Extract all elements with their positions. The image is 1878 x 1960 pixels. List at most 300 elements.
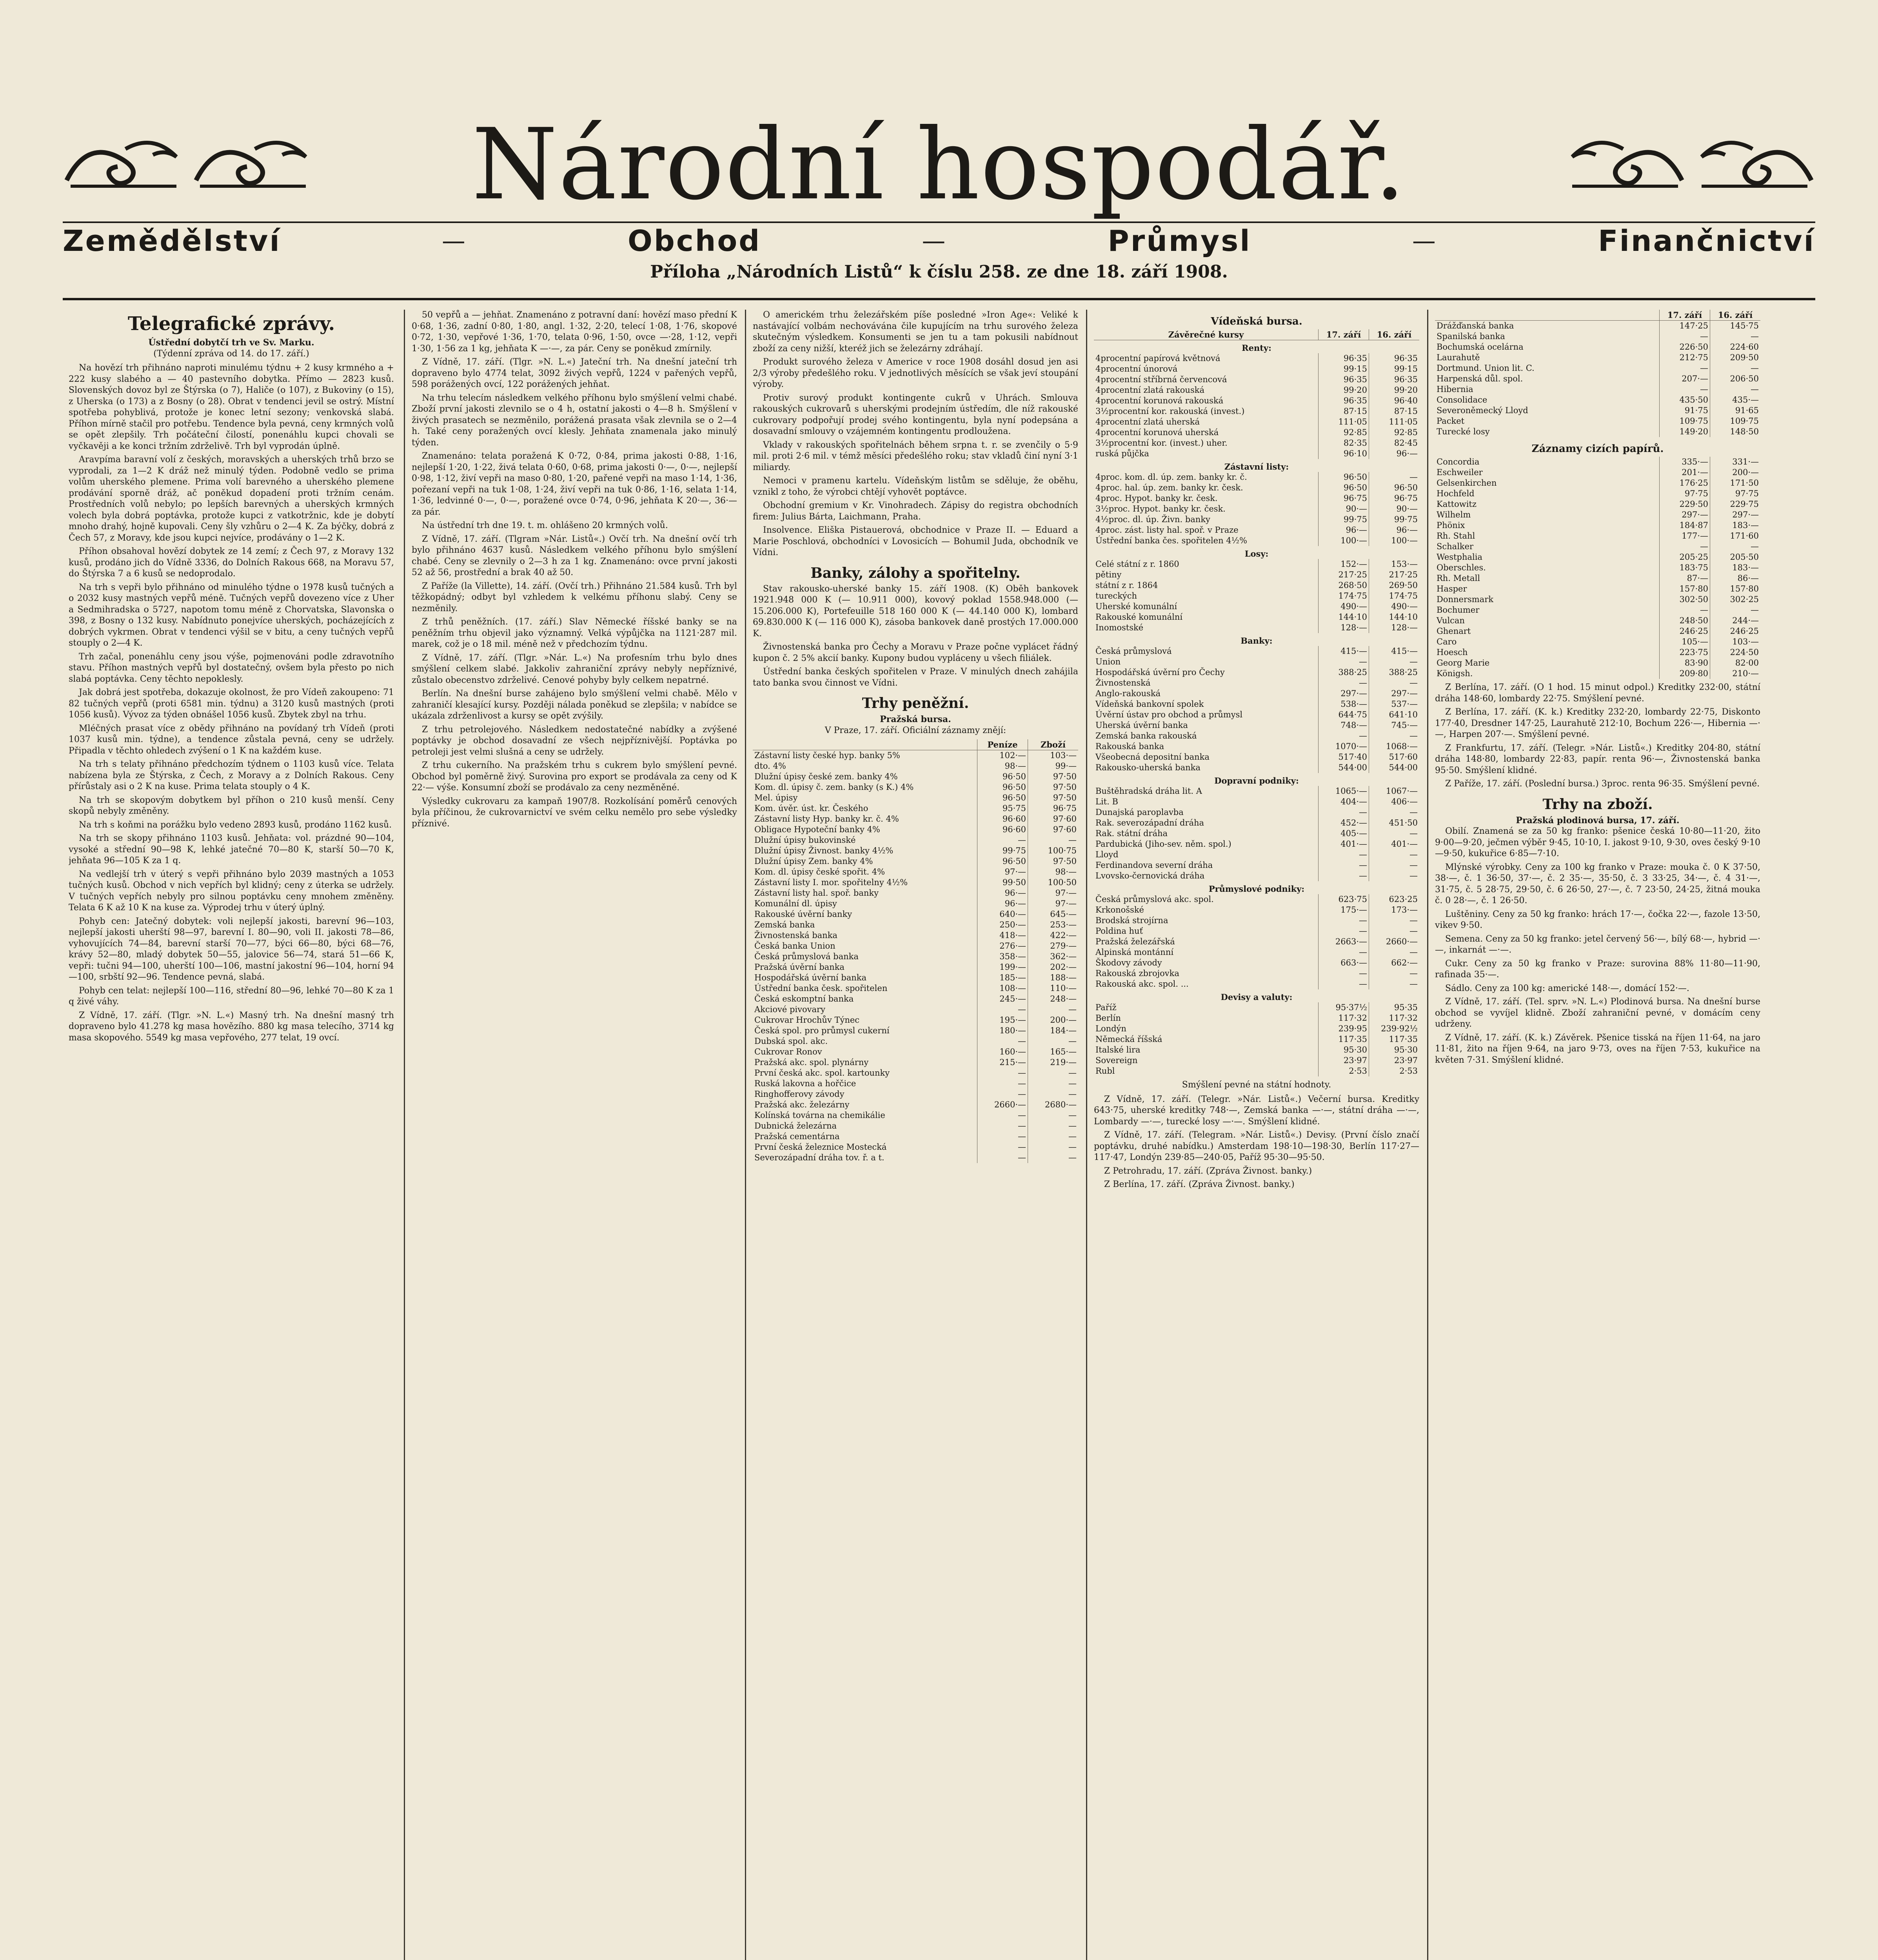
table-value-cell: 97·75 [1660,488,1710,499]
table-label-cell: Živnostenská banka [754,931,837,940]
table-value-cell: 401·— [1319,839,1369,849]
table-value-cell: 90·— [1369,504,1420,514]
paragraph: 50 vepřů a — jehňat. Znamenáno z potravní daní: hovězí maso přední K 0·68, 1·36, zadní 0·80, 1·80, angl. 1·32, 2·20, telecí 1·08, 1·76, skopové 0·72, 1·30, vepřové 1·36, 1·70, telata 0·96, 1·50, ovce —·28, 1·12, vepři 1·30, 1·56 za 1 kg, jehňata K —·—, za pár. Ceny se poněkud zmírnily. [412,310,737,354]
table-label-cell: Dlužní úpisy Živnost. banky 4½% [754,846,894,855]
table-label-cell: Spanilská banka [1437,332,1505,341]
table-label-cell: Ringhofferovy závody [754,1089,845,1099]
table-label-cell: Packet [1437,416,1465,426]
table-row [1435,342,1760,352]
table-value-cell: 98·— [1028,867,1079,877]
table-row [1094,720,1419,731]
table-value-cell: 1065·— [1319,786,1369,797]
paragraph: Pohyb cen telat: nejlepší 100—116, střední 80—96, lehké 70—80 K za 1 q živé váhy. [69,985,394,1007]
table-value-cell: 99·75 [1319,514,1369,525]
ornament-swirl-icon [192,133,310,192]
table-value-cell: 95·30 [1369,1045,1420,1055]
section-agriculture: Zemědělství [63,224,281,258]
table-value-cell: 268·50 [1319,580,1369,591]
paragraph: Z Vídně, 17. září. (Tel. sprv. »N. L.«) Plodinová bursa. Na dnešní burse obchod se vyvíjel klidně. Zboží zahraniční pevné, v domácím ceny udrženy. [1435,997,1760,1029]
table-row [753,973,1078,983]
table-value-cell: — [977,1142,1028,1152]
table-label-cell: Westphalia [1437,552,1482,562]
section-dash: — [1412,227,1437,255]
table-value-cell: — [1369,828,1420,839]
article-title: Ústřední dobytčí trh ve Sv. Marku. [148,338,314,348]
table-value-cell: 23·97 [1369,1055,1420,1066]
table-value-cell: — [1319,871,1369,881]
table-value-cell: 183·— [1710,563,1761,573]
table-group-row [1094,773,1419,786]
section-heading: Trhy peněžní. [862,695,969,711]
masthead-rule [63,221,1815,223]
table-value-cell: 96·35 [1369,353,1420,364]
paragraph: Z trhu cukerního. Na pražském trhu s cukrem bylo smýšlení pevné. Obchod byl poměrně živý. Surovina pro export se prodávala za ceny od K 22·— výše. Konsumní zboží se prodávalo za ceny nezměněné. [412,760,737,793]
paragraph: Z Berlína, 17. září. (K. k.) Kreditky 232·20, lombardy 22·75, Diskonto 177·40, Dresdner 147·25, Laurahutě 212·10, Bochum 226·—, Hibernia —·—, Harpen 207·—. Smýšlení pevné. [1435,707,1760,739]
masthead [63,107,1815,282]
table-label-cell: Kattowitz [1437,499,1477,509]
table-label-cell: Bochumská ocelárna [1437,342,1524,352]
table-value-cell: 109·75 [1660,416,1710,426]
table-value-cell: 95·75 [977,803,1028,814]
table-value-cell: 297·— [1319,688,1369,699]
table-value-cell: 662·— [1369,958,1420,968]
table-value-cell: 200·— [1028,1015,1079,1025]
table-row [1435,637,1760,647]
table-row [1435,426,1760,437]
table-value-cell: 177·— [1660,531,1710,541]
table-value-cell: — [1028,1152,1079,1163]
table-row [1094,559,1419,570]
table-value-cell: 404·— [1319,797,1369,807]
table-value-cell: 641·10 [1369,710,1420,720]
table-value-cell: 418·— [977,930,1028,941]
table-label-cell: Rh. Metall [1437,573,1480,583]
table-value-cell: 160·— [977,1047,1028,1057]
table-value-cell: 269·50 [1369,580,1420,591]
table-value-cell: 174·75 [1319,591,1369,601]
table-value-cell: 103·— [1028,750,1079,761]
paragraph: Ústřední banka českých spořitelen v Praze. V minulých dnech zahájila tato banka svou činnost ve Vídni. [753,667,1078,688]
table-row [1435,405,1760,416]
table-value-cell: — [1369,472,1420,483]
table-value-cell: 145·75 [1710,321,1761,332]
table-value-cell: 1067·— [1369,786,1420,797]
section-bar [63,223,1815,259]
supplement-line: Příloha „Národních Listů“ k číslu 258. ze dne 18. září 1908. [650,262,1228,282]
table-value-cell: 207·— [1660,374,1710,384]
table-row [753,1004,1078,1015]
table-row [1094,622,1419,633]
table-group-heading: Losy: [1244,549,1269,559]
table-value-cell: 173·— [1369,905,1420,915]
table-value-cell: 91·65 [1710,405,1761,416]
table-row [1094,1066,1419,1076]
table-label-cell: Ústřední banka čes. spořitelen 4½% [1095,536,1247,545]
table-value-cell: 406·— [1369,797,1420,807]
table-value-cell: 248·50 [1660,615,1710,626]
table-label-cell: Oberschles. [1437,563,1486,572]
table-value-cell: — [977,1068,1028,1078]
table-value-cell: 435·— [1710,395,1761,405]
table-value-cell: 250·— [977,920,1028,930]
table-label-cell: Poldina huť [1095,926,1143,936]
table-label-cell: Uherské komunální [1095,602,1177,611]
table-value-cell: 99·— [1028,761,1079,771]
table-label-cell: Ghenart [1437,626,1471,636]
table-value-cell: 297·— [1369,688,1420,699]
table-label-cell: Česká spol. pro průmysl cukerní [754,1026,890,1035]
paragraph: Aravpíma baravní volí z českých, moravských a uherských trhů brzo se vyprodali, za 1—2 K dráž než minulý týden. Podobně vedlo se prima volům uherského plemene. Prima volí barevného a uherského plemene prodávání sporně dráž, ač poněkud dopadení proti tržním cenám. Prostředních volů nebylo; po lepších barevných a uherských krmných volech byla dobrá poptávka, protože kupci z vatkotržnic, kde je dobytí mnoho drahý, hojně kupovali. Ceny šly vzhůru o 2—4 K. Za býčky, dobrá z Čech 57, z Moravy, kde jsou kupci nejvíce, prodávány o 1—2 K. [69,455,394,543]
table-value-cell: 200·— [1710,467,1761,478]
table-row [753,803,1078,814]
table-value-cell: 96·50 [977,793,1028,803]
table-value-cell: 90·— [1319,504,1369,514]
table-group-row [1094,340,1419,354]
table-value-cell: 745·— [1369,720,1420,731]
table-label-cell: 4procentní korunová rakouská [1095,396,1224,405]
table-row [1094,1055,1419,1066]
table-row [1094,839,1419,849]
table-label-cell: Vídeňská bankovní spolek [1095,699,1204,709]
table-label-cell: Pražská cementárna [754,1132,840,1141]
table-value-cell: 302·25 [1710,594,1761,605]
table-header-cell: Závěrečné kursy [1094,329,1319,340]
section-industry: Průmysl [1108,224,1251,258]
table-row [1435,467,1760,478]
table-value-cell: 184·— [1028,1025,1079,1036]
table-label-cell: Rakouské komunální [1095,612,1183,622]
table-header-cell [753,739,977,750]
table-label-cell: tureckých [1095,591,1137,601]
table-label-cell: Rh. Stahl [1437,531,1475,541]
table-label-cell: ruská půjčka [1095,449,1149,458]
table-label-cell: pětiny [1095,570,1122,579]
table-label-cell: 4procentní zlatá uherská [1095,417,1200,426]
table-value-cell: — [1319,979,1369,989]
table-label-cell: Alpinská montánní [1095,947,1174,957]
table-row [1094,915,1419,926]
table-value-cell: — [1710,541,1761,552]
table-row [1094,968,1419,979]
table-label-cell: Consolidace [1437,395,1488,405]
table-row [1094,667,1419,678]
table-label-cell: Wilhelm [1437,510,1471,519]
table-value-cell: 405·— [1319,828,1369,839]
table-row [753,1121,1078,1131]
table-value-cell: 623·75 [1319,894,1369,905]
table-label-cell: První česká železnice Mostecká [754,1142,887,1152]
table-label-cell: Concordia [1437,457,1480,466]
table-value-cell: 185·— [977,973,1028,983]
table-header-row [1094,329,1419,340]
paragraph: Mlýnské výrobky. Ceny za 100 kg franko v Praze: mouka č. 0 K 37·50, 38·—, č. 1 36·50, 37·—, č. 2 35·—, 35·50, č. 3 33·25, 34·—, č. 4 31·—, 31·75, č. 5 28·75, 29·50, č. 6 26·50, 27·—, č. 7 23·50, 24·25, žitná mouka č. 0 28·—, č. 1 26·50. [1435,862,1760,906]
table-row [753,930,1078,941]
table-row [753,1089,1078,1100]
table-label-cell: 3½procentní kor. (invest.) uher. [1095,438,1228,448]
table-row [753,994,1078,1004]
table-row [1435,531,1760,541]
table-row [1094,591,1419,601]
table-row [1094,860,1419,871]
table-header-cell [1435,310,1660,321]
table-row [1094,1013,1419,1024]
table-header-cell: 17. září [1660,310,1710,321]
table-label-cell: Dlužní úpisy Zem. banky 4% [754,857,873,866]
table-value-cell: 180·— [977,1025,1028,1036]
section-finance: Finančnictví [1598,224,1815,258]
table-row [1435,605,1760,615]
table-value-cell: 451·50 [1369,818,1420,828]
table-value-cell: 144·10 [1369,612,1420,622]
table-value-cell: — [1028,1036,1079,1047]
table-label-cell: Česká průmyslová akc. spol. [1095,895,1214,904]
table-header-cell: 16. září [1369,329,1420,340]
table-row [1435,594,1760,605]
foreign-papers-table [1435,457,1760,679]
paragraph: Stav rakousko-uherské banky 15. září 1908. (K) Oběh bankovek 1921.948 000 K (— 10.911 000), kovový poklad 1558.948.000 (— 15.206.000 K), Portefeuille 518 160 000 K (— 44.140 000 K), lombard 69.830.000 K (— 116 000 K), zásoba bankovek daně prostých 17.000.000 K. [753,584,1078,639]
table-label-cell: Anglo-rakouská [1095,689,1161,698]
paragraph: Z trhů peněžních. (17. září.) Slav Německé říšské banky se na peněžním trhu objevil jako významný. Velká výpůjčka na 1121·287 mil. marek, což je o 18 mil. méně než v předchozím týdnu. [412,617,737,649]
table-label-cell: Buštěhradská dráha lit. A [1095,786,1202,796]
table-row [1435,457,1760,467]
table-row [1094,1002,1419,1013]
table-header-cell: Peníze [977,739,1028,750]
table-value-cell: 2680·— [1028,1100,1079,1110]
table-value-cell: 117·32 [1319,1013,1369,1024]
table-value-cell: 246·25 [1660,626,1710,637]
table-value-cell: — [1369,915,1420,926]
table-value-cell: 452·— [1319,818,1369,828]
table-row [753,814,1078,824]
table-value-cell: 748·— [1319,720,1369,731]
table-label-cell: Živnostenská [1095,678,1151,688]
article-subtitle: V Praze, 17. září. Oficiální záznamy znějí: [825,725,1006,735]
table-value-cell: 210·— [1710,668,1761,679]
table-value-cell: — [1319,947,1369,958]
table-value-cell: 157·80 [1710,584,1761,594]
table-value-cell: 144·10 [1319,612,1369,622]
table-group-row [1094,459,1419,472]
table-value-cell: — [1028,1089,1079,1100]
table-row [1435,352,1760,363]
table-value-cell: 97·60 [1028,824,1079,835]
table-label-cell: Schalker [1437,542,1474,551]
table-value-cell: 640·— [977,909,1028,920]
table-row [1094,493,1419,504]
table-row [1094,752,1419,762]
table-label-cell: 4procentní stříbrná červencová [1095,375,1227,384]
table-label-cell: Georg Marie [1437,658,1490,668]
table-label-cell: Rakouské úvěrní banky [754,909,852,919]
table-value-cell: 2660·— [1369,936,1420,947]
paragraph: Z Vídně, 17. září. (Tlgr. »Nár. L.«) Na profesním trhu bylo dnes smýšlení celkem slabé. Jakkoliv zahraniční zprávy nebyly nepříznivé, zůstalo obecenstvo zdrželivé. Cenové pohyby byly celkem nepatrné. [412,653,737,685]
table-row [1094,797,1419,807]
table-value-cell: 117·35 [1369,1034,1420,1045]
table-value-cell: 239·95 [1319,1024,1369,1034]
column-divider [1427,310,1428,1960]
paragraph: Na trh s telaty přihnáno předchozím týdnem o 1103 kusů více. Telata nabízena byla ze Štýrska, z Čech, z Moravy a z Dolních Rakous. Ceny přírůstaly asi o 2 K na kuse. Prima telata stouply o 4 K. [69,759,394,791]
table-value-cell: 100·75 [1028,846,1079,856]
table-value-cell: — [1710,331,1761,342]
table-label-cell: Rak. státní dráha [1095,829,1168,838]
table-value-cell: 209·50 [1710,352,1761,363]
table-row [753,867,1078,877]
table-value-cell: 245·— [977,994,1028,1004]
table-value-cell: — [1319,968,1369,979]
table-group-row [1094,546,1419,559]
table-value-cell: 152·— [1319,559,1369,570]
table-row [1094,1034,1419,1045]
table-value-cell: 97·— [1028,898,1079,909]
table-label-cell: Rakouská banka [1095,742,1164,751]
table-value-cell: — [1028,835,1079,846]
table-label-cell: Severoněmecký Lloyd [1437,406,1528,415]
table-label-cell: Hospodářská úvěrní banka [754,973,867,982]
table-value-cell: — [1319,731,1369,741]
table-row [1094,374,1419,385]
table-value-cell: — [1369,657,1420,667]
table-label-cell: 4½proc. dl. úp. Živn. banky [1095,515,1210,524]
table-value-cell: 331·— [1710,457,1761,467]
table-value-cell: — [1660,605,1710,615]
table-value-cell: — [977,1036,1028,1047]
table-value-cell: 215·— [977,1057,1028,1068]
table-value-cell: — [1369,947,1420,958]
table-value-cell: — [1660,363,1710,374]
table-row [1094,905,1419,915]
table-label-cell: Dubnická železárna [754,1121,837,1131]
table-value-cell: 229·75 [1710,499,1761,510]
table-row [753,1068,1078,1078]
table-row [1094,396,1419,406]
table-value-cell: — [1028,1142,1079,1152]
table-value-cell: 97·— [1028,888,1079,898]
table-row [1094,741,1419,752]
table-value-cell: 96·75 [1028,803,1079,814]
table-value-cell: 148·50 [1710,426,1761,437]
table-value-cell: 95·30 [1319,1045,1369,1055]
table-row [1435,647,1760,658]
table-value-cell: — [1660,331,1710,342]
table-label-cell: Brodská strojírna [1095,916,1168,925]
table-row [1094,828,1419,839]
table-label-cell: Úvěrní ústav pro obchod a průmysl [1095,710,1243,719]
table-value-cell: 538·— [1319,699,1369,710]
table-label-cell: Dlužní úpisy bukovinské [754,835,856,845]
table-row [753,962,1078,973]
table-value-cell: 95·35 [1369,1002,1420,1013]
table-label-cell: Ruská lakovna a hořčice [754,1079,856,1088]
paragraph: Obilí. Znamená se za 50 kg franko: pšenice česká 10·80—11·20, žito 9·00—9·20, ječmen výběr 9·45, 10·10, I. jakost 9·10, 9·30, oves český 9·10—9·50, kukuřice 6·85—7·10. [1435,826,1760,858]
table-value-cell: 153·— [1369,559,1420,570]
table-value-cell: 224·50 [1710,647,1761,658]
table-value-cell: 202·— [1028,962,1079,973]
table-group-heading: Dopravní podniky: [1214,776,1299,786]
table-row [1435,363,1760,374]
table-value-cell: 544·00 [1369,762,1420,773]
table-row [1094,612,1419,622]
table-row [753,909,1078,920]
table-label-cell: Lit. B [1095,797,1118,806]
table-label-cell: Všeobecná depositní banka [1095,752,1210,762]
table-value-cell: 111·05 [1319,417,1369,427]
table-row [753,1025,1078,1036]
table-value-cell: 96·35 [1319,374,1369,385]
table-value-cell: — [1369,860,1420,871]
table-row [1094,657,1419,667]
table-value-cell: 96·75 [1319,493,1369,504]
paragraph: Na trhu telecím následkem velkého příhonu bylo smýšlení velmi chabé. Zboží první jakosti zlevnilo se o 4 h, ostatní jakosti o 4—8 h. Smýšlení v živých prasatech se nezměnilo, porážená prasata však zlevnila se o 2—4 h. Také ceny poražených ovcí klesly. Jehňata znamenala jako minulý týden. [412,393,737,448]
table-value-cell: 171·50 [1710,478,1761,488]
table-row [1094,525,1419,535]
table-label-cell: Rubl [1095,1066,1115,1076]
table-row [1435,668,1760,679]
table-row [1094,979,1419,989]
paragraph: Znamenáno: telata poražená K 0·72, 0·84, prima jakosti 0·88, 1·16, nejlepší 1·20, 1·22, živá telata 0·60, 0·68, prima jakosti 0·—, 0·—, nejlepší 0·98, 1·12, živí vepři na maso 0·80, 1·20, pařené vepři na maso 1·14, 1·36, pořezaní vepři na tuk 1·08, 1·24, živí vepři na tuk 0·86, 1·16, selata 1·14, 1·36, ledvinné 0·—, 0·—, poražené ovce 0·74, 0·96, jehňata K 20·—, 36·— za pár. [412,451,737,517]
table-label-cell: Česká průmyslová banka [754,952,859,961]
table-value-cell: 82·45 [1369,438,1420,448]
table-value-cell: 517·40 [1319,752,1369,762]
table-label-cell: Obligace Hypoteční banky 4% [754,825,880,834]
column-4 [1094,310,1419,1960]
section-trade: Obchod [627,224,761,258]
article-title: Pražská plodinová bursa, 17. září. [1516,815,1680,826]
table-label-cell: Drážďanská banka [1437,321,1514,330]
paragraph: Z Vídně, 17. září. (Tlgr. »N. L.«) Masný trh. Na dnešní masný trh dopraveno bylo 41.278 kg masa hovězího. 880 kg masa telecího, 3714 kg masa skopového. 5549 kg masa vepřového, 277 telat, 19 ovcí. [69,1010,394,1043]
table-value-cell: 87·15 [1319,406,1369,417]
table-value-cell: 517·60 [1369,752,1420,762]
paragraph: Z Berlína, 17. září. (O 1 hod. 15 minut odpol.) Kreditky 232·00, státní dráha 148·60, lombardy 22·75. Smýšlení pevné. [1435,682,1760,704]
table-value-cell: — [1028,1131,1079,1142]
table-value-cell: 490·— [1319,601,1369,612]
table-value-cell: 110·— [1028,983,1079,994]
table-row [1435,416,1760,426]
table-value-cell: 96·50 [977,856,1028,867]
table-row [1094,427,1419,438]
table-row [1094,849,1419,860]
table-row [1094,762,1419,773]
table-label-cell: Vulcan [1437,616,1465,625]
table-value-cell: — [1369,871,1420,881]
table-row [1094,406,1419,417]
column-1 [69,310,394,1960]
table-group-heading: Renty: [1242,343,1271,353]
table-value-cell: — [1319,678,1369,688]
table-label-cell: Dortmund. Union lit. C. [1437,363,1535,373]
table-value-cell: — [1028,1068,1079,1078]
table-label-cell: Pražská železářská [1095,937,1175,946]
table-row [1435,573,1760,584]
table-value-cell: — [977,1152,1028,1163]
paragraph: Z Petrohradu, 17. září. (Zpráva Živnost. banky.) [1104,1166,1312,1176]
table-value-cell: 102·— [977,750,1028,761]
table-row [1435,563,1760,573]
table-label-cell: Kom. dl. úpisy č. zem. banky (s K.) 4% [754,782,914,792]
table-value-cell: 2660·— [977,1100,1028,1110]
table-value-cell: 96·50 [1319,483,1369,493]
table-row [1094,678,1419,688]
table-row [753,824,1078,835]
column-divider [745,310,746,1960]
paragraph: Živnostenská banka pro Čechy a Moravu v Praze počne vyplácet řádný kupon č. 2 5% akcií banky. Kupony budou vypláceny u všech filiálek. [753,642,1078,663]
table-value-cell: 96·— [1369,448,1420,459]
table-group-heading: Zástavní listy: [1224,462,1289,472]
paragraph: Semena. Ceny za 50 kg franko: jetel červený 56·—, bílý 68·—, hybrid —·—, inkarnát —·—. [1435,934,1760,955]
table-value-cell: 96·— [977,898,1028,909]
table-header-cell: 17. září [1319,329,1369,340]
table-row [1094,646,1419,657]
table-value-cell: — [1660,384,1710,395]
